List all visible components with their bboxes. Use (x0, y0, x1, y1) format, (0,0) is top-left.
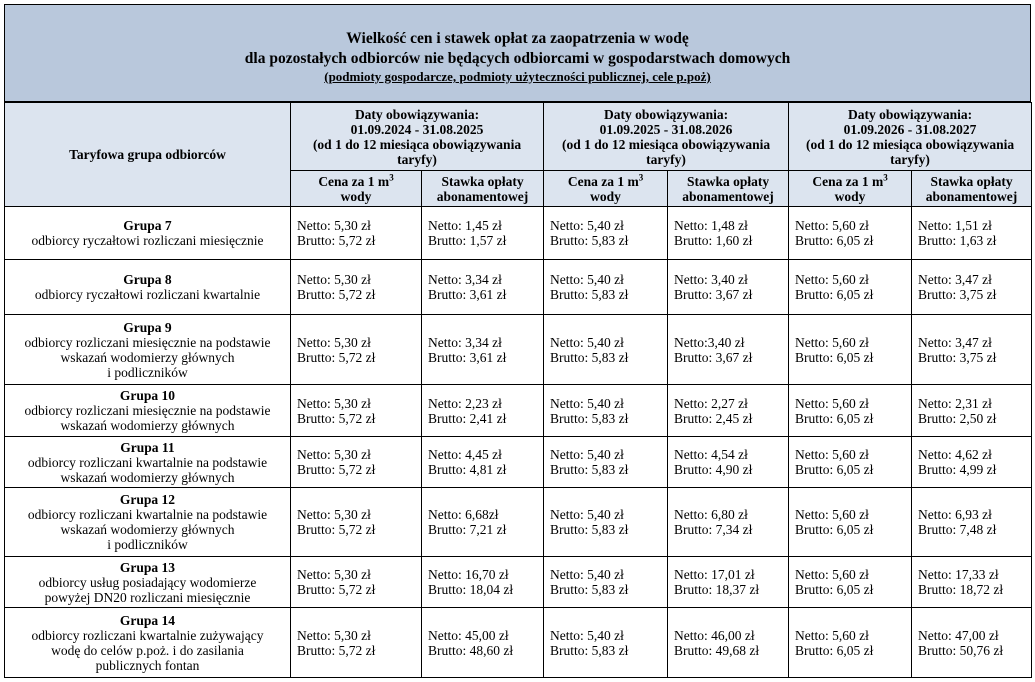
netto-value: Netto: 2,31 zł (918, 395, 992, 411)
price-label: Cena za 1 m (318, 173, 390, 189)
netto-value: Netto: 4,54 zł (674, 447, 748, 462)
price-cell (291, 557, 422, 608)
brutto-value: Brutto: 3,61 zł (428, 349, 507, 365)
brutto-value: Brutto: 5,72 zł (297, 410, 376, 426)
fee-cell (912, 207, 1032, 260)
brutto-value: Brutto: 50,76 zł (918, 642, 1004, 658)
netto-value: Netto: 16,70 zł (428, 567, 509, 582)
brutto-value: Brutto: 3,67 zł (674, 287, 753, 302)
brutto-value: Brutto: 6,05 zł (795, 522, 874, 537)
group-description: odbiorcy rozliczani kwartalnie na podstawie (27, 454, 268, 470)
group-cell (5, 315, 291, 385)
group-description: odbiorcy rozliczani kwartalnie zużywający (31, 627, 264, 643)
fee-cell (422, 315, 544, 385)
group-description: odbiorcy ryczałtowi rozliczani miesięcznie (31, 233, 264, 248)
fee-column-header (912, 171, 1032, 207)
brutto-value: Brutto: 2,41 zł (428, 410, 507, 426)
fee-cell (422, 385, 544, 437)
price-cell (789, 557, 912, 608)
netto-value: Netto: 5,60 zł (795, 627, 869, 643)
price-cell (544, 488, 668, 557)
fee-cell (422, 608, 544, 678)
table-row (5, 488, 1032, 557)
table-row (5, 385, 1032, 437)
group-cell (5, 207, 291, 260)
period-label: Daty obowiązywania: (354, 106, 480, 122)
brutto-value: Brutto: 1,57 zł (428, 233, 507, 248)
period-note: (od 1 do 12 miesiąca obowiązywania taryfy) (561, 136, 771, 167)
netto-value: Netto: 3,47 zł (918, 272, 992, 287)
brutto-value: Brutto: 5,83 zł (550, 233, 629, 248)
fee-cell (912, 608, 1032, 678)
brutto-value: Brutto: 5,83 zł (550, 410, 629, 426)
netto-value: Netto: 47,00 zł (918, 627, 999, 643)
group-description: wskazań wodomierzy głównych (60, 469, 235, 485)
fee-label: Stawka opłaty (930, 173, 1013, 189)
brutto-value: Brutto: 3,75 zł (918, 287, 997, 302)
table-row (5, 557, 1032, 608)
period-note: (od 1 do 12 miesiąca obowiązywania taryfy) (312, 136, 522, 167)
group-description: i podliczników (107, 537, 188, 552)
period-header-2 (544, 103, 789, 171)
group-name: Grupa 13 (119, 559, 176, 575)
brutto-value: Brutto: 6,05 zł (795, 287, 874, 302)
price-cell (789, 437, 912, 488)
title-line-1: Wielkość cen i stawek opłat za zaopatrzenia w wodę (346, 30, 689, 47)
netto-value: Netto: 3,47 zł (918, 334, 992, 350)
price-label-2: wody (834, 188, 866, 204)
table-row (5, 207, 1032, 260)
group-name: Grupa 12 (119, 492, 176, 507)
brutto-value: Brutto: 18,04 zł (428, 582, 514, 597)
brutto-value: Brutto: 1,60 zł (674, 233, 753, 248)
price-cell (291, 608, 422, 678)
group-description: odbiorcy rozliczani miesięcznie na podstawie (24, 403, 271, 418)
price-cell (291, 385, 422, 437)
group-column-header: Taryfowa grupa odbiorców (5, 103, 291, 207)
brutto-value: Brutto: 4,81 zł (428, 462, 507, 477)
fee-column-header (422, 171, 544, 207)
group-description: i podliczników (107, 364, 188, 380)
price-cell (789, 260, 912, 315)
fee-cell (668, 207, 789, 260)
brutto-value: Brutto: 6,05 zł (795, 410, 874, 426)
brutto-value: Brutto: 4,99 zł (918, 462, 997, 477)
brutto-value: Brutto: 5,72 zł (297, 349, 376, 365)
brutto-value: Brutto: 7,21 zł (428, 522, 507, 537)
netto-value: Netto: 5,40 zł (550, 507, 624, 522)
price-cell (789, 608, 912, 678)
netto-value: Netto: 5,30 zł (297, 334, 371, 350)
brutto-value: Brutto: 6,05 zł (795, 349, 874, 365)
group-description: wodę do celów p.poż. i do zasilania (51, 642, 244, 658)
netto-value: Netto: 1,48 zł (674, 218, 748, 233)
price-unit-sup: 3 (389, 172, 394, 182)
price-label: Cena za 1 m (567, 173, 639, 189)
period-label: Daty obowiązywania: (847, 106, 973, 122)
netto-value: Netto: 5,40 zł (550, 567, 624, 582)
group-name: Grupa 14 (119, 612, 176, 628)
fee-cell (912, 385, 1032, 437)
fee-cell (422, 260, 544, 315)
price-cell (544, 207, 668, 260)
group-description: wskazań wodomierzy głównych (60, 418, 235, 433)
netto-value: Netto: 1,51 zł (918, 218, 992, 233)
table-row (5, 437, 1032, 488)
fee-cell (912, 437, 1032, 488)
fee-cell (912, 488, 1032, 557)
price-cell (544, 557, 668, 608)
price-cell (544, 608, 668, 678)
brutto-value: Brutto: 7,48 zł (918, 522, 997, 537)
group-name: Grupa 10 (119, 388, 176, 403)
price-cell (544, 437, 668, 488)
table-row (5, 608, 1032, 678)
price-cell (291, 488, 422, 557)
price-column-header (291, 171, 422, 207)
group-description: odbiorcy rozliczani kwartalnie na podstawie (27, 507, 268, 522)
brutto-value: Brutto: 5,72 zł (297, 287, 376, 302)
price-label-2: wody (590, 188, 621, 204)
netto-value: Netto: 5,30 zł (297, 447, 371, 462)
period-header-3 (789, 103, 1032, 171)
table-row (5, 260, 1032, 315)
tariff-table (4, 102, 1032, 678)
netto-value: Netto: 2,23 zł (428, 395, 502, 411)
netto-value: Netto: 5,40 zł (550, 272, 624, 287)
netto-value: Netto: 5,60 zł (795, 507, 869, 522)
netto-value: Netto: 3,34 zł (428, 272, 502, 287)
brutto-value: Brutto: 7,34 zł (674, 522, 753, 537)
price-cell (291, 437, 422, 488)
netto-value: Netto: 5,30 zł (297, 567, 371, 582)
netto-value: Netto: 3,34 zł (428, 334, 502, 350)
group-description: odbiorcy ryczałtowi rozliczani kwartalnie (34, 287, 261, 302)
fee-cell (668, 608, 789, 678)
netto-value: Netto: 45,00 zł (428, 627, 509, 643)
group-cell (5, 608, 291, 678)
brutto-value: Brutto: 18,37 zł (674, 582, 760, 597)
brutto-value: Brutto: 5,83 zł (550, 582, 629, 597)
brutto-value: Brutto: 5,72 zł (297, 642, 376, 658)
subtitle: (podmioty gospodarcze, podmioty użyteczności publicznej, cele p.poż) (324, 69, 711, 84)
group-description: odbiorcy usług posiadający wodomierze (38, 574, 257, 590)
fee-cell (668, 385, 789, 437)
netto-value: Netto: 5,40 zł (550, 395, 624, 411)
netto-value: Netto: 1,45 zł (428, 218, 502, 233)
netto-value: Netto: 5,60 zł (795, 567, 869, 582)
brutto-value: Brutto: 3,67 zł (674, 349, 753, 365)
price-cell (789, 315, 912, 385)
price-column-header (789, 171, 912, 207)
brutto-value: Brutto: 48,60 zł (428, 642, 514, 658)
netto-value: Netto: 5,40 zł (550, 627, 624, 643)
netto-value: Netto: 6,68zł (428, 507, 499, 522)
group-description: wskazań wodomierzy głównych (60, 349, 235, 365)
price-cell (544, 385, 668, 437)
netto-value: Netto: 3,40 zł (674, 272, 748, 287)
table-row (5, 315, 1032, 385)
group-cell (5, 260, 291, 315)
fee-cell (422, 557, 544, 608)
brutto-value: Brutto: 5,83 zł (550, 349, 629, 365)
group-cell (5, 557, 291, 608)
brutto-value: Brutto: 6,05 zł (795, 642, 874, 658)
netto-value: Netto: 17,01 zł (674, 567, 755, 582)
netto-value: Netto: 5,60 zł (795, 447, 869, 462)
netto-value: Netto: 5,30 zł (297, 627, 371, 643)
netto-value: Netto: 5,60 zł (795, 395, 869, 411)
netto-value: Netto: 5,30 zł (297, 218, 371, 233)
group-cell (5, 437, 291, 488)
period-range: 01.09.2025 - 31.08.2026 (599, 121, 733, 137)
brutto-value: Brutto: 2,45 zł (674, 410, 753, 426)
netto-value: Netto: 5,40 zł (550, 447, 624, 462)
group-cell (5, 488, 291, 557)
brutto-value: Brutto: 6,05 zł (795, 233, 874, 248)
price-unit-sup: 3 (883, 172, 888, 182)
netto-value: Netto: 46,00 zł (674, 627, 755, 643)
netto-value: Netto: 5,40 zł (550, 218, 624, 233)
brutto-value: Brutto: 5,83 zł (550, 522, 629, 537)
title-line-2: dla pozostałych odbiorców nie będących odbiorcami w gospodarstwach domowych (244, 50, 791, 67)
group-name: Grupa 7 (123, 218, 172, 233)
brutto-value: Brutto: 18,72 zł (918, 582, 1004, 597)
period-label: Daty obowiązywania: (603, 106, 729, 122)
fee-label-2: abonamentowej (925, 188, 1018, 204)
price-cell (789, 385, 912, 437)
fee-cell (422, 207, 544, 260)
brutto-value: Brutto: 49,68 zł (674, 642, 760, 658)
fee-cell (668, 488, 789, 557)
netto-value: Netto:3,40 zł (674, 334, 745, 350)
price-cell (291, 260, 422, 315)
fee-label-2: abonamentowej (436, 188, 529, 204)
netto-value: Netto: 5,30 zł (297, 272, 371, 287)
period-note: (od 1 do 12 miesiąca obowiązywania taryfy) (805, 136, 1015, 167)
brutto-value: Brutto: 5,83 zł (550, 287, 629, 302)
group-description: wskazań wodomierzy głównych (60, 522, 235, 537)
brutto-value: Brutto: 1,63 zł (918, 233, 997, 248)
price-label-2: wody (340, 188, 372, 204)
fee-column-header (668, 171, 789, 207)
brutto-value: Brutto: 4,90 zł (674, 462, 753, 477)
fee-cell (912, 260, 1032, 315)
group-description: powyżej DN20 rozliczani miesięcznie (44, 589, 251, 605)
price-cell (291, 207, 422, 260)
brutto-value: Brutto: 6,05 zł (795, 462, 874, 477)
price-column-header (544, 171, 668, 207)
group-cell (5, 385, 291, 437)
netto-value: Netto: 4,62 zł (918, 447, 992, 462)
netto-value: Netto: 5,30 zł (297, 395, 371, 411)
netto-value: Netto: 5,60 zł (795, 218, 869, 233)
brutto-value: Brutto: 3,61 zł (428, 287, 507, 302)
group-name: Grupa 8 (123, 272, 172, 287)
tariff-document (4, 4, 1031, 678)
brutto-value: Brutto: 5,83 zł (550, 462, 629, 477)
brutto-value: Brutto: 6,05 zł (795, 582, 874, 597)
fee-cell (912, 315, 1032, 385)
netto-value: Netto: 5,60 zł (795, 334, 869, 350)
fee-label-2: abonamentowej (682, 188, 774, 204)
price-cell (789, 488, 912, 557)
fee-cell (668, 260, 789, 315)
brutto-value: Brutto: 5,72 zł (297, 582, 376, 597)
fee-cell (668, 557, 789, 608)
netto-value: Netto: 6,93 zł (918, 507, 992, 522)
price-cell (291, 315, 422, 385)
fee-cell (668, 437, 789, 488)
price-cell (544, 315, 668, 385)
brutto-value: Brutto: 2,50 zł (918, 410, 997, 426)
fee-label: Stawka opłaty (686, 173, 770, 189)
price-cell (544, 260, 668, 315)
price-unit-sup: 3 (638, 172, 644, 182)
brutto-value: Brutto: 5,83 zł (550, 642, 629, 658)
netto-value: Netto: 4,45 zł (428, 447, 502, 462)
brutto-value: Brutto: 5,72 zł (297, 522, 376, 537)
fee-label: Stawka opłaty (441, 173, 524, 189)
title-box (4, 4, 1031, 102)
fee-cell (422, 437, 544, 488)
group-description: odbiorcy rozliczani miesięcznie na podstawie (24, 334, 271, 350)
fee-cell (668, 315, 789, 385)
period-range: 01.09.2024 - 31.08.2025 (350, 121, 484, 137)
group-name: Grupa 9 (123, 319, 172, 335)
fee-cell (422, 488, 544, 557)
brutto-value: Brutto: 5,72 zł (297, 233, 376, 248)
price-label: Cena za 1 m (812, 173, 884, 189)
brutto-value: Brutto: 5,72 zł (297, 462, 376, 477)
brutto-value: Brutto: 3,75 zł (918, 349, 997, 365)
group-description: publicznych fontan (95, 657, 200, 673)
group-name: Grupa 11 (120, 439, 175, 455)
fee-cell (912, 557, 1032, 608)
netto-value: Netto: 5,40 zł (550, 334, 624, 350)
netto-value: Netto: 5,30 zł (297, 507, 371, 522)
netto-value: Netto: 2,27 zł (674, 395, 748, 411)
period-range: 01.09.2026 - 31.08.2027 (843, 121, 977, 137)
netto-value: Netto: 6,80 zł (674, 507, 748, 522)
netto-value: Netto: 17,33 zł (918, 567, 999, 582)
netto-value: Netto: 5,60 zł (795, 272, 869, 287)
period-header-1 (291, 103, 544, 171)
price-cell (789, 207, 912, 260)
